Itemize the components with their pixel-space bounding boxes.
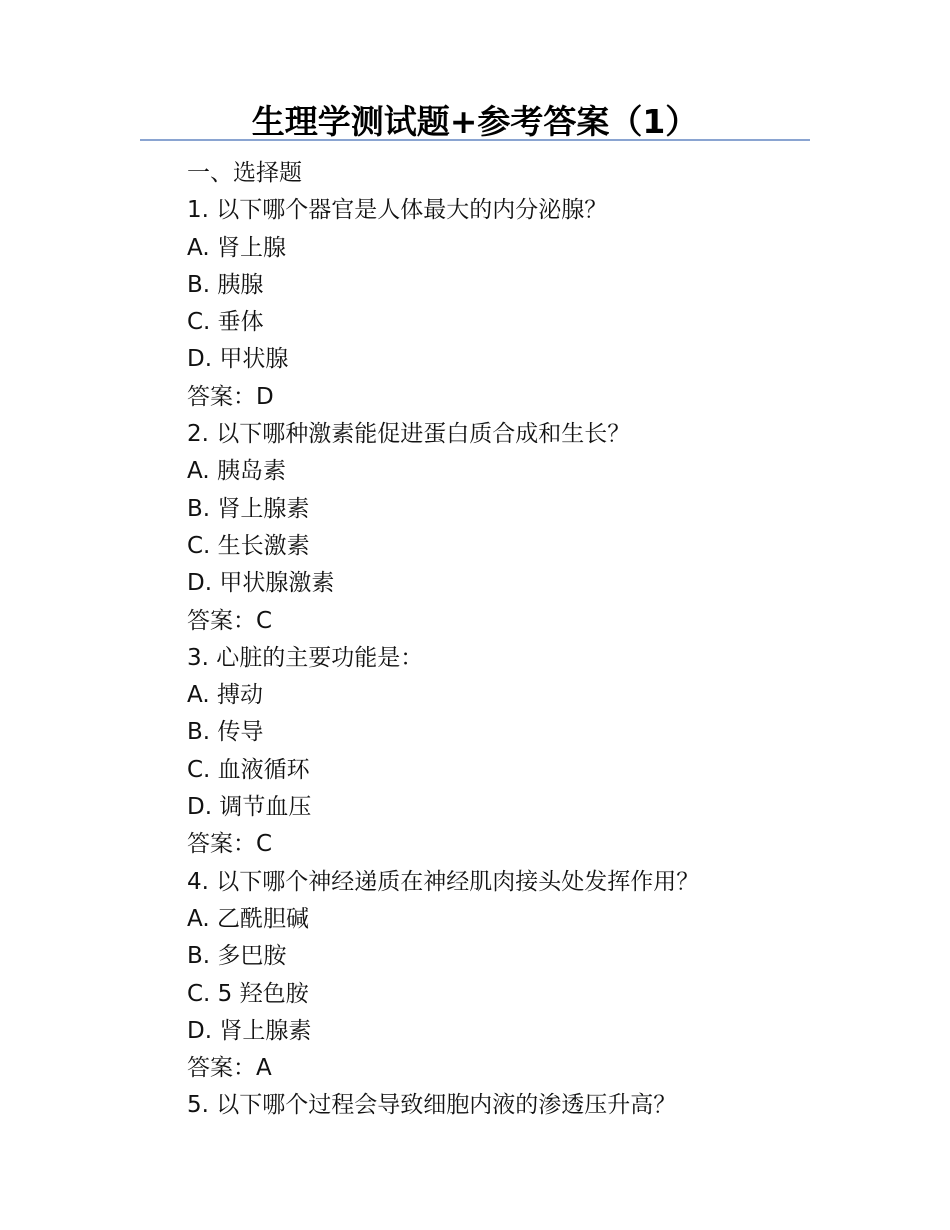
document-body — [187, 155, 827, 1125]
question-3-option-b: B. 传导 — [187, 719, 264, 746]
question-5: 5. 以下哪个过程会导致细胞内液的渗透压升高？ — [187, 1092, 677, 1119]
question-2-answer: 答案：C — [187, 607, 273, 634]
question-3: 3. 心脏的主要功能是： — [187, 644, 424, 671]
question-3-option-a: A. 搏动 — [187, 682, 263, 709]
question-2: 2. 以下哪种激素能促进蛋白质合成和生长？ — [187, 421, 631, 448]
question-2-option-b: B. 肾上腺素 — [187, 495, 310, 522]
question-3-option-d: D. 调节血压 — [187, 794, 312, 821]
question-4: 4. 以下哪个神经递质在神经肌肉接头处发挥作用？ — [187, 868, 700, 895]
question-1: 1. 以下哪个器官是人体最大的内分泌腺？ — [187, 197, 608, 224]
question-1-option-b: B. 胰腺 — [187, 271, 264, 298]
section-heading: 一、选择题 — [187, 160, 302, 186]
question-1-option-a: A. 肾上腺 — [187, 234, 286, 261]
question-1-option-c: C. 垂体 — [187, 309, 264, 336]
question-4-option-c: C. 5 羟色胺 — [187, 980, 309, 1007]
question-4-option-b: B. 多巴胺 — [187, 943, 287, 970]
title-underline — [140, 139, 810, 141]
question-1-answer: 答案：D — [187, 383, 274, 410]
question-2-option-a: A. 胰岛素 — [187, 458, 286, 485]
question-4-option-d: D. 肾上腺素 — [187, 1017, 312, 1044]
question-4-answer: 答案：A — [187, 1055, 272, 1082]
question-2-option-c: C. 生长激素 — [187, 532, 310, 559]
question-2-option-d: D. 甲状腺激素 — [187, 570, 335, 597]
question-3-answer: 答案：C — [187, 831, 273, 858]
document-title: 生理学测试题+参考答案（1） — [251, 102, 699, 141]
question-1-option-d: D. 甲状腺 — [187, 346, 289, 373]
question-3-option-c: C. 血液循环 — [187, 756, 310, 783]
question-4-option-a: A. 乙酰胆碱 — [187, 905, 309, 932]
